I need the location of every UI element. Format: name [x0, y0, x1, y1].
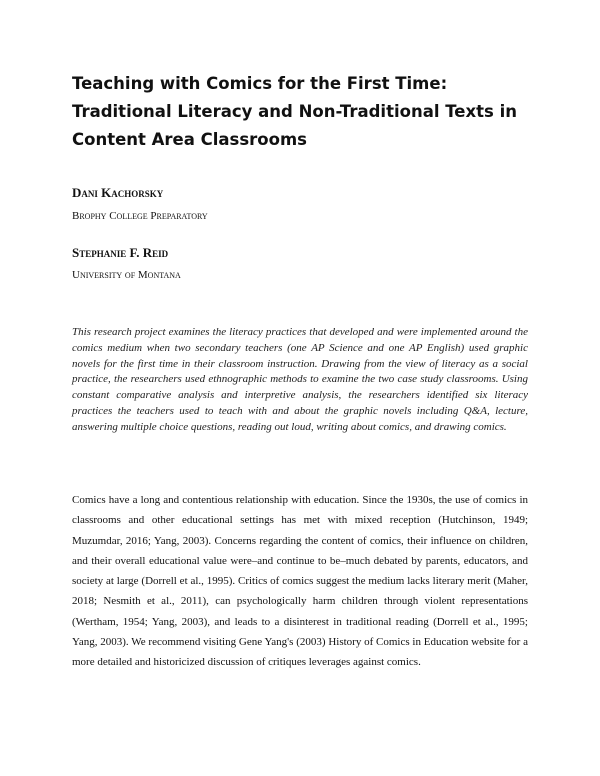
body-paragraph: Comics have a long and contentious relationship with education. Since the 1930s, the use of comics in classrooms and other educational settings has met with mixed reception (Hutchinson, 1949; Muzumdar, 2016; Yang, 2003). Concerns regarding the content of comics, their influence on children, and their overall educational value were–and continue to be–much debated by parents, educators, and society at large (Dorrell et al., 1995). Critics of comics suggest the medium lacks literary merit (Maher, 2018; Nesmith et al., 2011), can psychologically harm children through violent representations (Wertham, 1954; Yang, 2003), and leads to a disinterest in traditional reading (Dorrell et al., 1995; Yang, 2003). We recommend visiting Gene Yang's (2003) History of Comics in Education website for a more detailed and historicized discussion of critiques leverages against comics. [72, 494, 528, 669]
paper-title-line-3: Content Area Classrooms [72, 130, 307, 149]
paper-title [72, 70, 542, 154]
author-affiliation-1: Brophy College Preparatory [72, 210, 208, 222]
author-affiliation-2: University of Montana [72, 269, 181, 281]
paper-title-line-2: Traditional Literacy and Non-Traditional Texts in [72, 102, 517, 121]
paper-title-line-1: Teaching with Comics for the First Time: [72, 74, 448, 93]
author-name-2: Stephanie F. Reid [72, 245, 169, 260]
abstract: This research project examines the literacy practices that developed and were implemented around the comics medium when two secondary teachers (one AP Science and one AP English) used graphic novels for the first time in their classroom instruction. Drawing from the view of literacy as a social practice, the researchers used ethnographic methods to examine the two case study classrooms. Using constant comparative analysis and interpretive analysis, the researchers identified six literacy practices the teachers used to teach with and about the graphic novels including Q&A, lecture, answering multiple choice questions, reading out loud, writing about comics, and drawing comics. [72, 326, 528, 433]
author-name-1: Dani Kachorsky [72, 185, 164, 200]
